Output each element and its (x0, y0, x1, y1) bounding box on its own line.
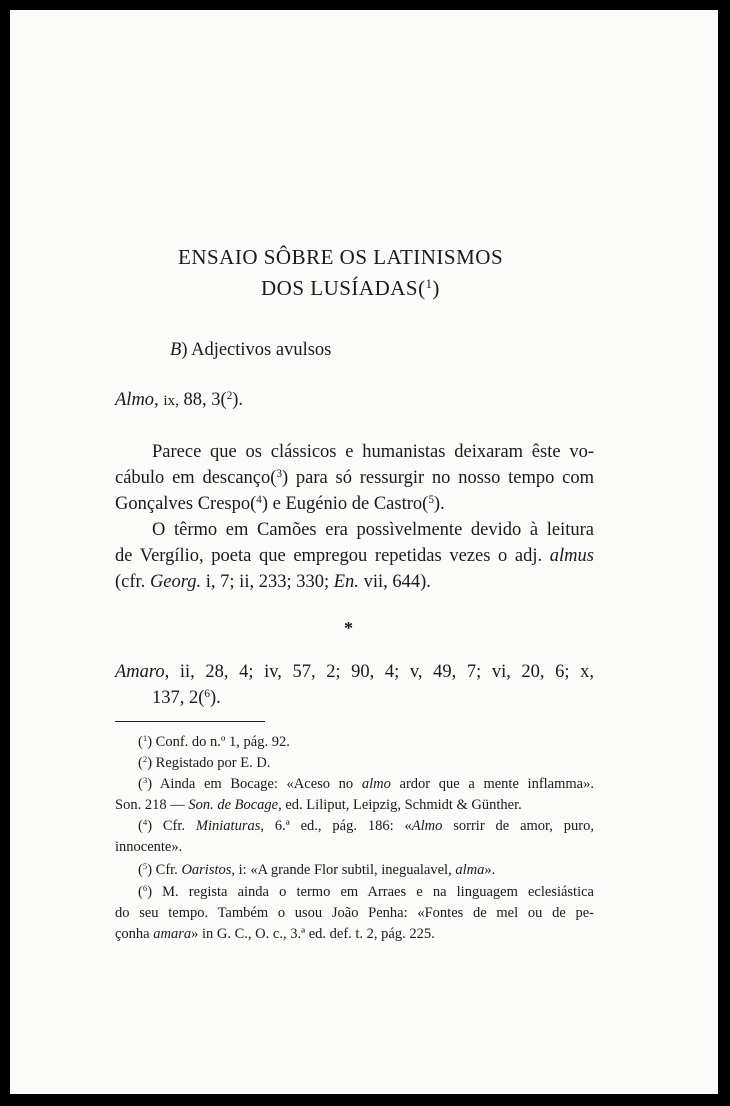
footnote-5-num: 5 (142, 861, 148, 872)
footnote-6-num: 6 (142, 883, 148, 894)
footnote-4-line1: ($^4$) Cfr. Miniaturas, 6.ª ed., pág. 186: «Almo sorrir de amor, puro, (138, 817, 594, 834)
ref-roman: ix, (163, 392, 179, 409)
footnote-4-num: 4 (142, 817, 148, 828)
footnote-3-line2 (115, 797, 522, 814)
title-footnote-ref: 1 (425, 277, 433, 292)
para1-line3: Gonçalves Crespo($^4$) e Eugénio de Castro($^5$). (115, 493, 445, 514)
footnote-6-line2: do seu tempo. Também o usou João Penha: «Fontes de mel ou de pe- (115, 905, 594, 921)
footnote-ref-6: 6 (204, 687, 210, 700)
para2-line3-a: (cfr. (115, 572, 150, 592)
section-letter: B (170, 340, 182, 360)
para2-line3-b: i, 7; ii, 233; 330; (201, 572, 334, 592)
fn3-l1-italic: almo (361, 776, 391, 792)
fn5-a: Cfr. (155, 862, 182, 878)
footnote-ref-3: 3 (276, 467, 282, 480)
para1-line1: Parece que os clássicos e humanistas deixaram êste vo- (152, 442, 594, 462)
para1-line2-b: para só ressurgir no nosso tempo com (288, 468, 594, 488)
fn3-l2-italic: Son. de Bocage, (188, 797, 282, 813)
fn6-l3-a: çonha (115, 926, 154, 942)
headword-amaro: Amaro, (115, 662, 170, 682)
footnote-rule (115, 721, 265, 722)
footnote-2-text: Registado por E. D. (155, 755, 271, 771)
para2-line2 (115, 546, 594, 567)
fn4-l1-a: Cfr. (162, 818, 196, 834)
entry-amaro-line2: 137, 2($^6$). (152, 687, 221, 708)
fn6-l3-b: » in G. C., O. c., 3.ª ed. def. t. 2, pág. 225. (191, 926, 435, 942)
para2-line3 (115, 572, 431, 593)
footnote-5: ($^5$) Cfr. Oaristos, i: «A grande Flor subtil, inegualavel, alma». (138, 861, 496, 878)
separator-asterisk: * (344, 618, 353, 638)
footnote-ref-2: 2 (226, 389, 233, 402)
fn4-l1-italic2: Almo (411, 818, 443, 834)
para1-line3-b: e Eugénio de Castro (268, 494, 423, 514)
amaro-refs-2: 137, 2 (152, 688, 199, 708)
para1-line3-a: Gonçalves Crespo (115, 494, 251, 514)
fn5-italic: Oaristos, (181, 862, 236, 878)
fn4-l1-b: 6.ª ed., pág. 186: « (264, 818, 412, 834)
fn5-c: ». (484, 862, 496, 878)
para2-line3-c: vii, 644). (358, 572, 431, 592)
footnote-4-line2: innocente». (115, 839, 183, 855)
fn4-l1-c: sorrir de amor, puro, (442, 818, 594, 834)
entry-amaro-line1 (115, 662, 594, 683)
para2-line2-a: de Vergílio, poeta que empregou repetidas vezes o adj. (115, 546, 550, 566)
section-heading (170, 340, 331, 361)
title-line-1: ENSAIO SÔBRE OS LATINISMOS (178, 245, 504, 269)
title-text: DOS LUSÍADAS (261, 276, 419, 300)
footnote-3-line1: ($^3$) Ainda em Bocage: «Aceso no almo ardor que a mente inflamma». (138, 775, 594, 792)
footnote-ref-5: 5 (428, 493, 434, 506)
footnote-1: ($^1$) Conf. do n.º 1, pág. 92. (138, 733, 290, 750)
amaro-refs: ii, 28, 4; iv, 57, 2; 90, 4; v, 49, 7; vi, 20, 6; x, (179, 662, 595, 682)
page (10, 10, 718, 1094)
fn3-l2-b: ed. Liliput, Leipzig, Schmidt & Günther. (281, 797, 522, 813)
ref-numbers: 88, 3 (183, 390, 221, 410)
para2-line1: O têrmo em Camões era possìvelmente devido à leitura (152, 520, 594, 540)
footnote-2-num: 2 (142, 754, 148, 765)
footnote-6-line3 (115, 926, 435, 943)
fn6-l1: M. regista ainda o termo em Arraes e na linguagem eclesiástica (162, 884, 594, 900)
title-line-2: DOS LUSÍADAS($^1$) (261, 276, 440, 300)
footnote-1-text: Conf. do n.º 1, pág. 92. (155, 734, 290, 750)
footnote-2: ($^2$) Registado por E. D. (138, 754, 271, 771)
fn4-l1-italic: Miniaturas, (195, 818, 264, 834)
footnote-ref-4: 4 (256, 493, 262, 506)
entry-almo-heading: Almo, ix, 88, 3($^2$). (115, 389, 244, 410)
section-heading-text: ) Adjectivos avulsos (181, 340, 332, 360)
italic-georg: Georg. (149, 572, 202, 592)
fn3-l2-a: Son. 218 — (115, 797, 189, 813)
fn3-l1-a: Ainda em Bocage: «Aceso no (159, 776, 362, 792)
fn5-b: i: «A grande Flor subtil, inegualavel, (235, 862, 456, 878)
para1-line2-a: cábulo em descanço (115, 468, 271, 488)
fn3-l1-b: ardor que a mente inflamma». (390, 776, 594, 792)
italic-en: En. (333, 572, 359, 592)
footnote-1-num: 1 (142, 733, 148, 744)
fn6-l3-italic: amara (153, 926, 192, 942)
headword-almo: Almo, (115, 390, 159, 410)
fn5-italic2: alma (455, 862, 485, 878)
para1-line2: cábulo em descanço($^3$) para só ressurgir no nosso tempo com (115, 467, 594, 488)
para1-line3-c: . (440, 494, 445, 514)
footnote-3-num: 3 (142, 775, 148, 786)
footnote-6-line1: ($^6$) M. regista ainda o termo em Arraes e na linguagem eclesiástica (138, 883, 594, 900)
italic-almus: almus (549, 546, 594, 566)
